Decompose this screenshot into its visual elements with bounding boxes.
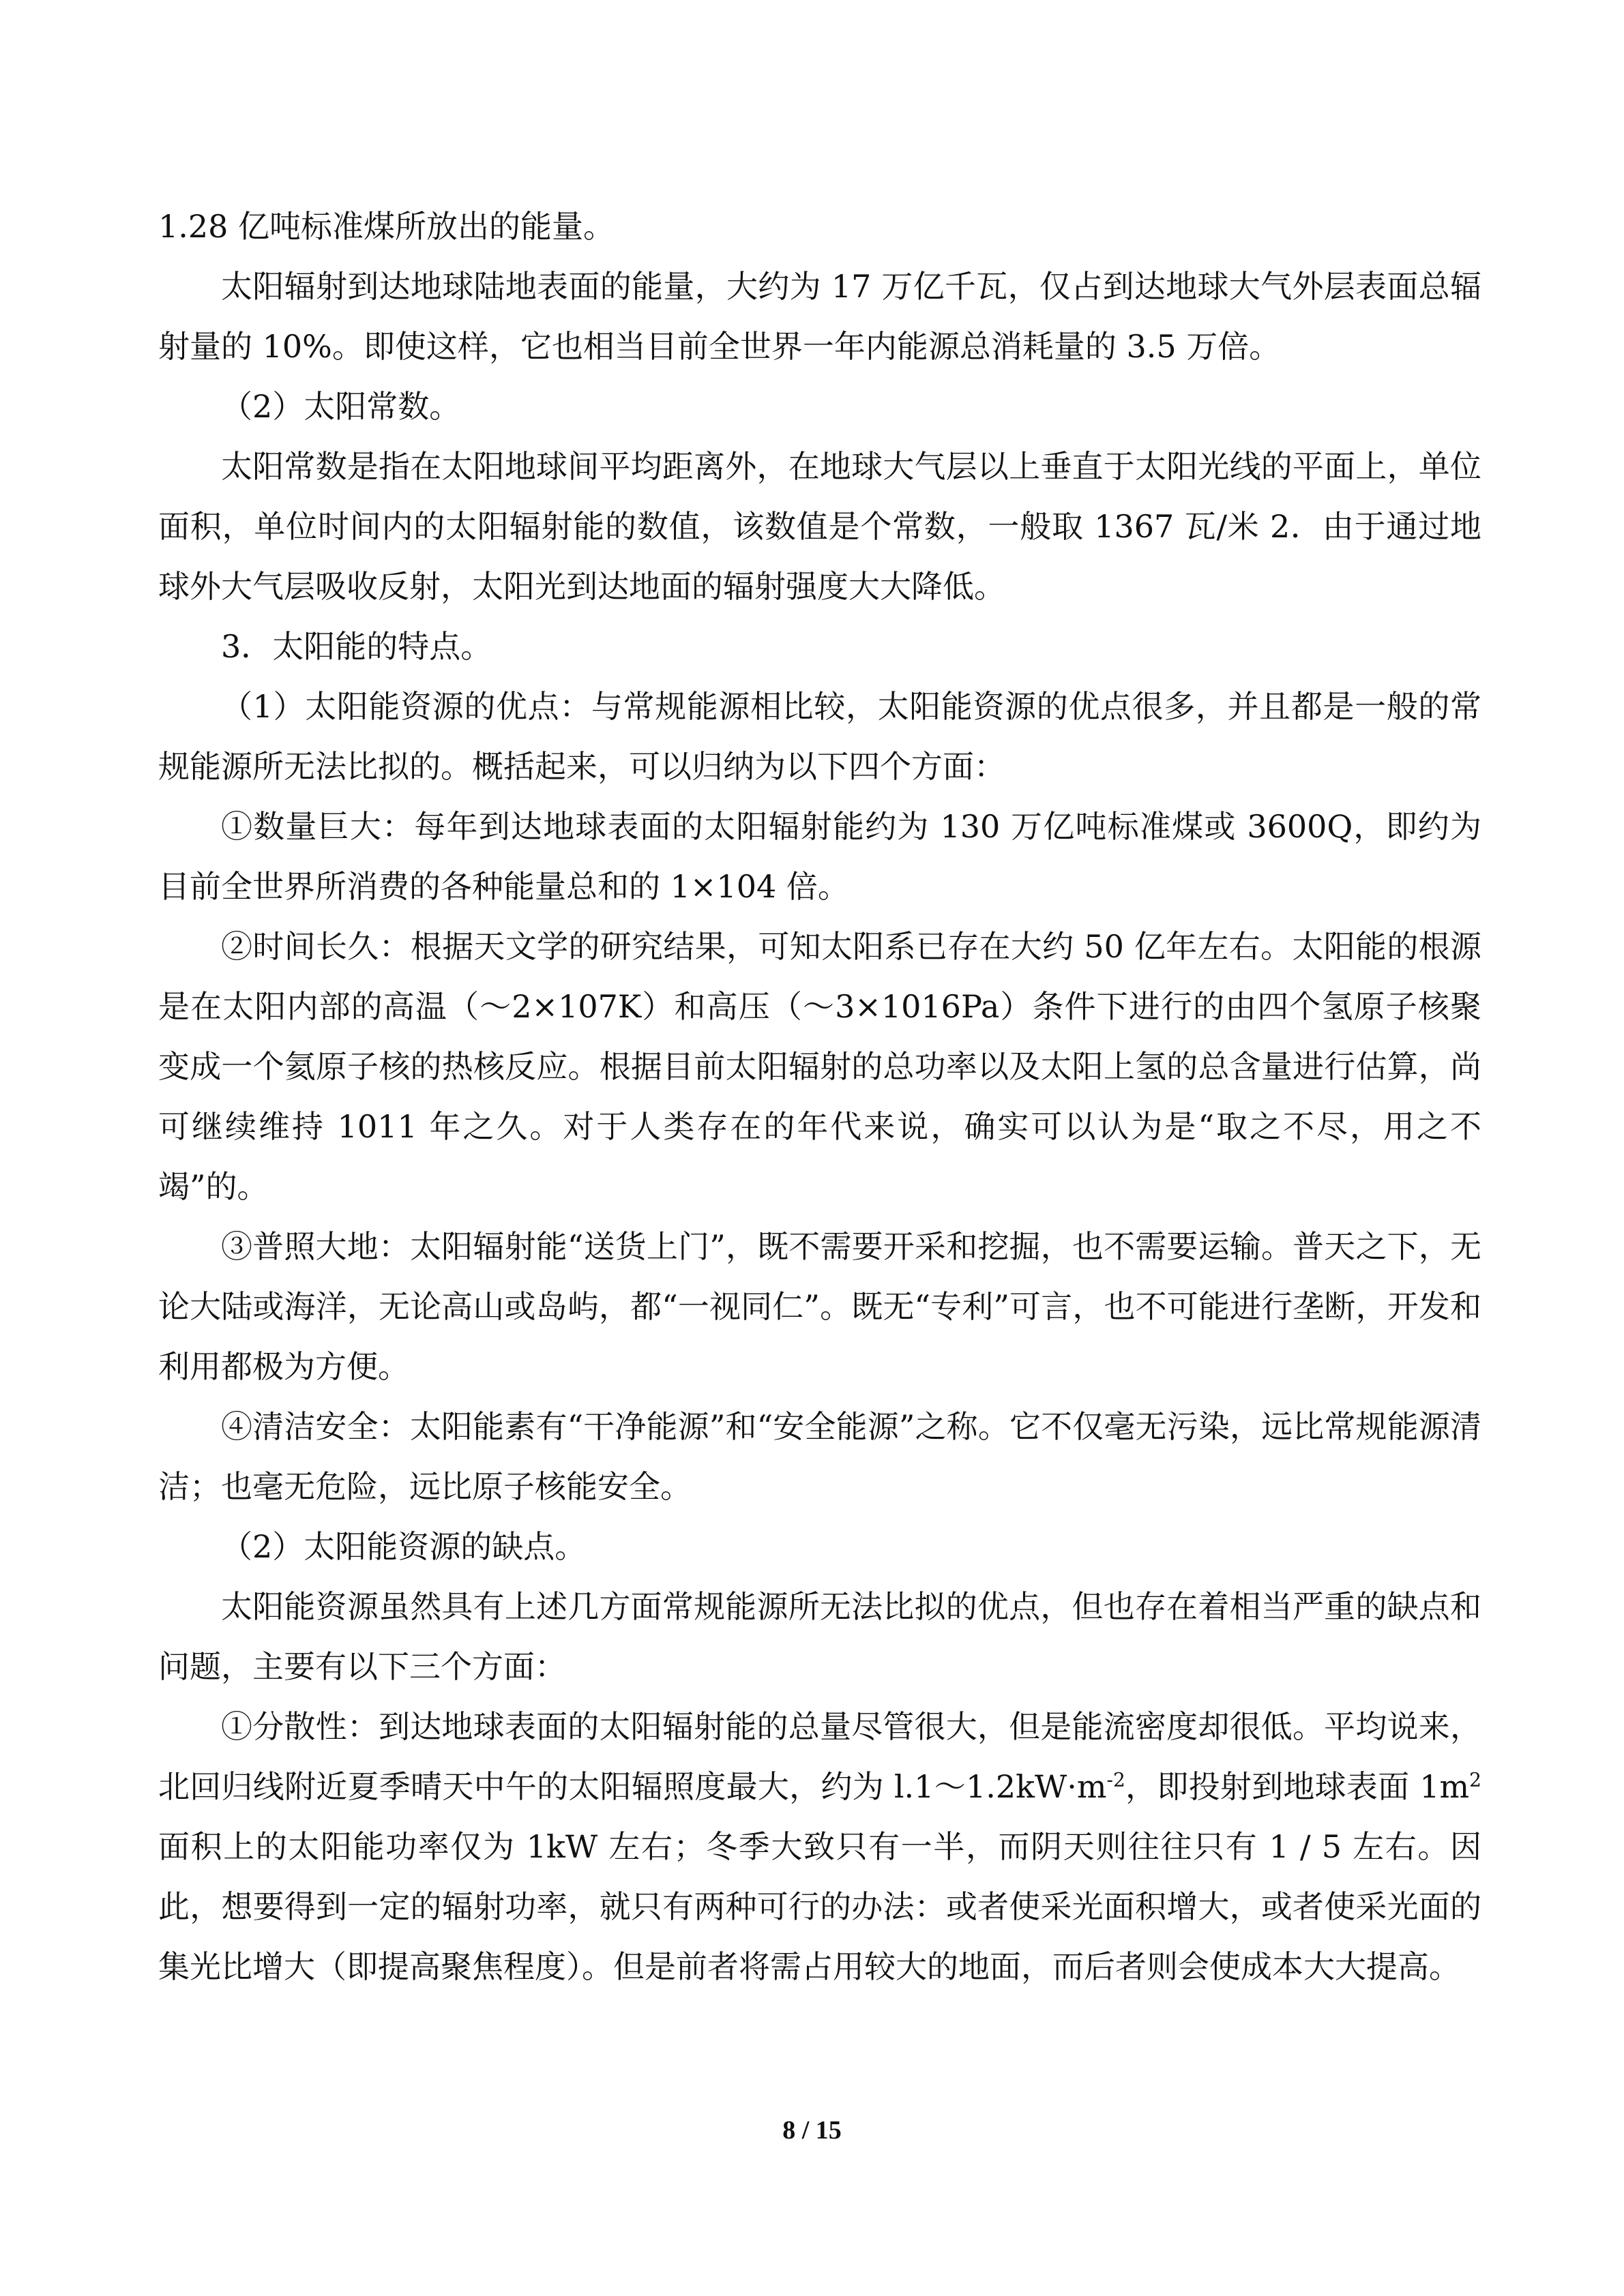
paragraph-features-heading: 3．太阳能的特点。 bbox=[221, 628, 492, 665]
paragraph-2: 太阳辐射到达地球陆地表面的能量，大约为 17 万亿千瓦，仅占到达地球大气外层表面总辐射量的 10%。即使这样，它也相当目前全世界一年内能源总消耗量的 3.5 万倍。 bbox=[158, 268, 1481, 365]
superscript-two: 2 bbox=[1469, 1768, 1481, 1791]
paragraph-solar-constant-heading: （2）太阳常数。 bbox=[221, 388, 461, 425]
paragraph-10: ④清洁安全：太阳能素有“干净能源”和“安全能源”之称。它不仅毫无污染，远比常规能源清洁；也毫无危险，远比原子核能安全。 bbox=[158, 1408, 1481, 1505]
paragraph-13-part-1: ①分散性：到达地球表面的太阳辐射能的总量尽管很大，但是能流密度却很低。平均说来，北回归线附近夏季晴天中午的太阳辐照度最大，约为 l.1～1.2kW·m bbox=[158, 1708, 1481, 1805]
paragraph-12: 太阳能资源虽然具有上述几方面常规能源所无法比拟的优点，但也存在着相当严重的缺点和问题，主要有以下三个方面： bbox=[158, 1588, 1481, 1685]
paragraph-4: 太阳常数是指在太阳地球间平均距离外，在地球大气层以上垂直于太阳光线的平面上，单位面积，单位时间内的太阳辐射能的数值，该数值是个常数，一般取 1367 瓦/米 2．由于通过地球外大气层吸收反射，太阳光到达地面的辐射强度大大降低。 bbox=[158, 448, 1481, 605]
paragraph-9: ③普照大地：太阳辐射能“送货上门”，既不需要开采和挖掘，也不需要运输。普天之下，无论大陆或海洋，无论高山或岛屿，都“一视同仁”。既无“专利”可言，也不可能进行垄断，开发和利用都极为方便。 bbox=[158, 1228, 1481, 1385]
paragraph-8: ②时间长久：根据天文学的研究结果，可知太阳系已存在大约 50 亿年左右。太阳能的根源是在太阳内部的高温（～2×107K）和高压（～3×1016Pa）条件下进行的由四个氢原子核聚变成一个氦原子核的热核反应。根据目前太阳辐射的总功率以及太阳上氢的总含量进行估算，尚可继续维持 1011 年之久。对于人类存在的年代来说，确实可以认为是“取之不尽，用之不竭”的。 bbox=[158, 928, 1481, 1205]
paragraph-13-part-2: ，即投射到地球表面 1m bbox=[1125, 1768, 1470, 1805]
page-number: 8 / 15 bbox=[782, 2116, 842, 2145]
paragraph-disadvantages-heading: （2）太阳能资源的缺点。 bbox=[221, 1528, 587, 1565]
paragraph-1: 1.28 亿吨标准煤所放出的能量。 bbox=[158, 208, 615, 245]
superscript-minus-two: -2 bbox=[1106, 1768, 1125, 1791]
paragraph-6: （1）太阳能资源的优点：与常规能源相比较，太阳能资源的优点很多，并且都是一般的常规能源所无法比拟的。概括起来，可以归纳为以下四个方面： bbox=[158, 688, 1481, 785]
body-text bbox=[158, 196, 1481, 1997]
paragraph-7: ①数量巨大：每年到达地球表面的太阳辐射能约为 130 万亿吨标准煤或 3600Q，即约为目前全世界所消费的各种能量总和的 1×104 倍。 bbox=[158, 808, 1481, 905]
paragraph-13 bbox=[158, 1697, 1481, 1997]
paragraph-13-part-3: 面积上的太阳能功率仅为 1kW 左右；冬季大致只有一半，而阴天则往往只有 1 / 5 左右。因此，想要得到一定的辐射功率，就只有两种可行的办法：或者使采光面积增大，或者使采光面的集光比增大（即提高聚焦程度）。但是前者将需占用较大的地面，而后者则会使成本大大提高。 bbox=[158, 1828, 1481, 1985]
